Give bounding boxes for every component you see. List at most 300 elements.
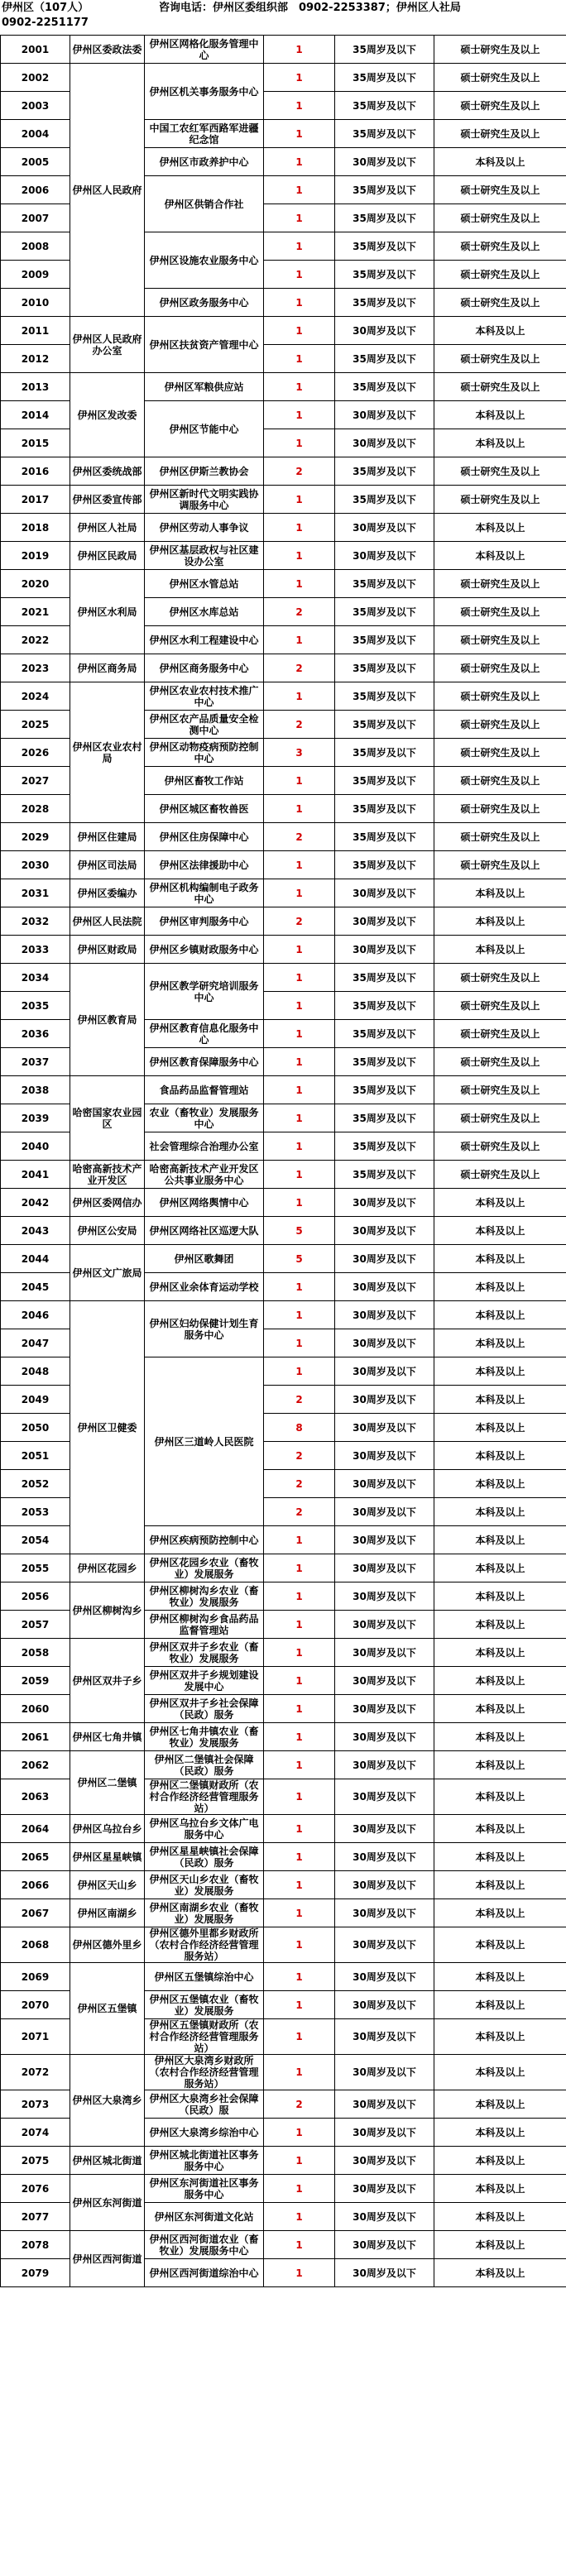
department-cell: 伊州区柳树沟乡 <box>70 1582 145 1639</box>
position-cell: 伊州区业余体育运动学校 <box>145 1273 264 1301</box>
position-code: 2011 <box>1 317 70 345</box>
position-code: 2076 <box>1 2175 70 2203</box>
age-cell: 30周岁及以下 <box>335 1779 434 1815</box>
position-code: 2055 <box>1 1554 70 1582</box>
age-cell: 35周岁及以下 <box>335 626 434 654</box>
position-code: 2056 <box>1 1582 70 1611</box>
education-cell: 本科及以上 <box>434 1245 566 1273</box>
age-cell: 35周岁及以下 <box>335 1076 434 1104</box>
table-row <box>1 879 566 907</box>
position-cell: 伊州区伊斯兰教协会 <box>145 457 264 486</box>
table-row <box>1 1723 566 1751</box>
education-cell: 本科及以上 <box>434 1386 566 1414</box>
table-row <box>1 2147 566 2175</box>
education-cell: 本科及以上 <box>434 2203 566 2231</box>
education-cell: 硕士研究生及以上 <box>434 261 566 289</box>
education-cell: 硕士研究生及以上 <box>434 1048 566 1076</box>
position-code: 2031 <box>1 879 70 907</box>
headcount-cell: 1 <box>264 120 335 148</box>
age-cell: 30周岁及以下 <box>335 2259 434 2287</box>
headcount-cell: 1 <box>264 1723 335 1751</box>
age-cell: 30周岁及以下 <box>335 2147 434 2175</box>
headcount-cell: 2 <box>264 457 335 486</box>
table-row <box>1 1189 566 1217</box>
position-cell: 伊州区住房保障中心 <box>145 823 264 851</box>
position-cell: 伊州区网络舆情中心 <box>145 1189 264 1217</box>
headcount-cell: 1 <box>264 1161 335 1189</box>
education-cell: 本科及以上 <box>434 2090 566 2119</box>
headcount-cell: 1 <box>264 570 335 598</box>
position-cell: 伊州区大泉湾乡综治中心 <box>145 2119 264 2147</box>
age-cell: 35周岁及以下 <box>335 64 434 92</box>
position-cell: 农业（畜牧业）发展服务中心 <box>145 1104 264 1132</box>
position-code: 2018 <box>1 514 70 542</box>
education-cell: 硕士研究生及以上 <box>434 457 566 486</box>
position-code: 2024 <box>1 682 70 711</box>
position-code: 2050 <box>1 1414 70 1442</box>
headcount-cell: 8 <box>264 1414 335 1442</box>
headcount-cell: 1 <box>264 1815 335 1843</box>
education-cell: 本科及以上 <box>434 1843 566 1871</box>
age-cell: 30周岁及以下 <box>335 1245 434 1273</box>
age-cell: 30周岁及以下 <box>335 1357 434 1386</box>
position-cell: 食品药品监督管理站 <box>145 1076 264 1104</box>
position-code: 2019 <box>1 542 70 570</box>
age-cell: 35周岁及以下 <box>335 176 434 204</box>
table-row <box>1 1751 566 1779</box>
department-cell: 伊州区东河街道 <box>70 2175 145 2231</box>
education-cell: 本科及以上 <box>434 1189 566 1217</box>
headcount-cell: 1 <box>264 514 335 542</box>
education-cell: 本科及以上 <box>434 2019 566 2055</box>
position-cell: 伊州区二堡镇社会保障（民政）服务 <box>145 1751 264 1779</box>
education-cell: 硕士研究生及以上 <box>434 626 566 654</box>
position-cell: 伊州区政务服务中心 <box>145 289 264 317</box>
education-cell: 本科及以上 <box>434 1414 566 1442</box>
age-cell: 30周岁及以下 <box>335 429 434 457</box>
position-code: 2001 <box>1 36 70 64</box>
department-cell: 伊州区人民法院 <box>70 907 145 936</box>
education-cell: 硕士研究生及以上 <box>434 823 566 851</box>
headcount-cell: 1 <box>264 1899 335 1927</box>
headcount-cell: 1 <box>264 36 335 64</box>
table-row <box>1 2055 566 2090</box>
headcount-cell: 2 <box>264 711 335 739</box>
position-cell: 伊州区机构编制电子政务中心 <box>145 879 264 907</box>
table-row <box>1 1927 566 1963</box>
education-cell: 本科及以上 <box>434 1611 566 1639</box>
education-cell: 硕士研究生及以上 <box>434 570 566 598</box>
age-cell: 30周岁及以下 <box>335 1301 434 1329</box>
education-cell: 本科及以上 <box>434 1751 566 1779</box>
headcount-cell: 5 <box>264 1245 335 1273</box>
position-code: 2077 <box>1 2203 70 2231</box>
education-cell: 本科及以上 <box>434 1554 566 1582</box>
headcount-cell: 2 <box>264 598 335 626</box>
headcount-cell: 1 <box>264 795 335 823</box>
age-cell: 30周岁及以下 <box>335 1815 434 1843</box>
age-cell: 35周岁及以下 <box>335 1048 434 1076</box>
position-code: 2006 <box>1 176 70 204</box>
age-cell: 30周岁及以下 <box>335 2019 434 2055</box>
education-cell: 硕士研究生及以上 <box>434 654 566 682</box>
position-cell: 伊州区水库总站 <box>145 598 264 626</box>
education-cell: 本科及以上 <box>434 2175 566 2203</box>
age-cell: 30周岁及以下 <box>335 2175 434 2203</box>
position-cell: 伊州区大泉湾乡社会保障（民政）服 <box>145 2090 264 2119</box>
age-cell: 35周岁及以下 <box>335 92 434 120</box>
headcount-cell: 2 <box>264 654 335 682</box>
position-code: 2049 <box>1 1386 70 1414</box>
position-code: 2045 <box>1 1273 70 1301</box>
education-cell: 硕士研究生及以上 <box>434 92 566 120</box>
age-cell: 30周岁及以下 <box>335 1217 434 1245</box>
department-cell: 伊州区商务局 <box>70 654 145 682</box>
department-cell: 伊州区司法局 <box>70 851 145 879</box>
position-code: 2040 <box>1 1132 70 1161</box>
headcount-cell: 1 <box>264 486 335 514</box>
table-row <box>1 317 566 345</box>
table-row <box>1 570 566 598</box>
age-cell: 35周岁及以下 <box>335 1020 434 1048</box>
headcount-cell: 1 <box>264 1843 335 1871</box>
age-cell: 30周岁及以下 <box>335 879 434 907</box>
age-cell: 30周岁及以下 <box>335 542 434 570</box>
headcount-cell: 1 <box>264 992 335 1020</box>
education-cell: 本科及以上 <box>434 1815 566 1843</box>
headcount-cell: 1 <box>264 429 335 457</box>
position-code: 2043 <box>1 1217 70 1245</box>
table-row <box>1 2175 566 2203</box>
position-code: 2017 <box>1 486 70 514</box>
position-code: 2061 <box>1 1723 70 1751</box>
age-cell: 30周岁及以下 <box>335 1963 434 1991</box>
table-row <box>1 1815 566 1843</box>
position-cell: 伊州区教育保障服务中心 <box>145 1048 264 1076</box>
position-cell: 伊州区水利工程建设中心 <box>145 626 264 654</box>
department-cell: 伊州区卫健委 <box>70 1301 145 1554</box>
headcount-cell: 1 <box>264 1871 335 1899</box>
age-cell: 30周岁及以下 <box>335 2231 434 2259</box>
position-cell: 伊州区天山乡农业（畜牧业）发展服务 <box>145 1871 264 1899</box>
education-cell: 本科及以上 <box>434 1899 566 1927</box>
headcount-cell: 1 <box>264 1779 335 1815</box>
headcount-cell: 5 <box>264 1217 335 1245</box>
table-row <box>1 373 566 401</box>
position-cell: 伊州区德外里都乡财政所（农村合作经济经营管理服务站） <box>145 1927 264 1963</box>
department-cell: 伊州区双井子乡 <box>70 1639 145 1723</box>
position-cell: 伊州区军粮供应站 <box>145 373 264 401</box>
headcount-cell: 1 <box>264 176 335 204</box>
position-code: 2047 <box>1 1329 70 1357</box>
table-row <box>1 1899 566 1927</box>
education-cell: 本科及以上 <box>434 1927 566 1963</box>
education-cell: 本科及以上 <box>434 936 566 964</box>
page-header <box>0 0 566 33</box>
department-cell: 伊州区南湖乡 <box>70 1899 145 1927</box>
position-cell: 伊州区城区畜牧兽医 <box>145 795 264 823</box>
age-cell: 35周岁及以下 <box>335 739 434 767</box>
age-cell: 30周岁及以下 <box>335 148 434 176</box>
department-cell: 伊州区城北街道 <box>70 2147 145 2175</box>
headcount-cell: 1 <box>264 2203 335 2231</box>
age-cell: 30周岁及以下 <box>335 1843 434 1871</box>
table-row <box>1 486 566 514</box>
department-cell: 伊州区委统战部 <box>70 457 145 486</box>
headcount-cell: 1 <box>264 317 335 345</box>
education-cell: 硕士研究生及以上 <box>434 120 566 148</box>
table-row <box>1 682 566 711</box>
headcount-cell: 1 <box>264 1189 335 1217</box>
education-cell: 硕士研究生及以上 <box>434 682 566 711</box>
headcount-cell: 1 <box>264 767 335 795</box>
position-cell: 伊州区网络社区巡逻大队 <box>145 1217 264 1245</box>
position-cell: 伊州区疾病预防控制中心 <box>145 1526 264 1554</box>
education-cell: 本科及以上 <box>434 1667 566 1695</box>
education-cell: 硕士研究生及以上 <box>434 64 566 92</box>
education-cell: 本科及以上 <box>434 429 566 457</box>
position-code: 2002 <box>1 64 70 92</box>
education-cell: 本科及以上 <box>434 879 566 907</box>
position-code: 2048 <box>1 1357 70 1386</box>
age-cell: 30周岁及以下 <box>335 2119 434 2147</box>
position-cell: 伊州区东河街道文化站 <box>145 2203 264 2231</box>
education-cell: 本科及以上 <box>434 1723 566 1751</box>
table-row <box>1 1554 566 1582</box>
age-cell: 30周岁及以下 <box>335 1498 434 1526</box>
position-code: 2026 <box>1 739 70 767</box>
table-row <box>1 1843 566 1871</box>
headcount-cell: 1 <box>264 1554 335 1582</box>
headcount-cell: 1 <box>264 1582 335 1611</box>
age-cell: 30周岁及以下 <box>335 2203 434 2231</box>
position-code: 2063 <box>1 1779 70 1815</box>
education-cell: 硕士研究生及以上 <box>434 1076 566 1104</box>
education-cell: 本科及以上 <box>434 1301 566 1329</box>
age-cell: 30周岁及以下 <box>335 1695 434 1723</box>
position-cell: 伊州区设施农业服务中心 <box>145 232 264 289</box>
position-cell: 伊州区供销合作社 <box>145 176 264 232</box>
department-cell: 伊州区人社局 <box>70 514 145 542</box>
contact-line: 咨询电话：伊州区委组织部 0902-2253387；伊州区人社局 <box>159 2 461 14</box>
education-cell: 硕士研究生及以上 <box>434 795 566 823</box>
department-cell: 伊州区文广旅局 <box>70 1245 145 1301</box>
age-cell: 35周岁及以下 <box>335 851 434 879</box>
position-cell: 伊州区花园乡农业（畜牧业）发展服务 <box>145 1554 264 1582</box>
department-cell: 伊州区委政法委 <box>70 36 145 64</box>
age-cell: 35周岁及以下 <box>335 795 434 823</box>
position-code: 2029 <box>1 823 70 851</box>
headcount-cell: 1 <box>264 148 335 176</box>
education-cell: 本科及以上 <box>434 1871 566 1899</box>
department-cell: 伊州区乌拉台乡 <box>70 1815 145 1843</box>
headcount-cell: 1 <box>264 542 335 570</box>
age-cell: 30周岁及以下 <box>335 1554 434 1582</box>
age-cell: 30周岁及以下 <box>335 401 434 429</box>
education-cell: 本科及以上 <box>434 2055 566 2090</box>
position-code: 2057 <box>1 1611 70 1639</box>
headcount-cell: 1 <box>264 1301 335 1329</box>
education-cell: 硕士研究生及以上 <box>434 204 566 232</box>
position-code: 2030 <box>1 851 70 879</box>
headcount-cell: 1 <box>264 1695 335 1723</box>
education-cell: 本科及以上 <box>434 1582 566 1611</box>
education-cell: 硕士研究生及以上 <box>434 373 566 401</box>
position-cell: 伊州区劳动人事争议 <box>145 514 264 542</box>
age-cell: 35周岁及以下 <box>335 823 434 851</box>
table-row <box>1 1161 566 1189</box>
position-cell: 伊州区市政养护中心 <box>145 148 264 176</box>
department-cell: 伊州区五堡镇 <box>70 1963 145 2055</box>
position-cell: 伊州区西河街道农业（畜牧业）发展服务中心 <box>145 2231 264 2259</box>
position-cell: 伊州区五堡镇财政所（农村合作经济经营管理服务站） <box>145 2019 264 2055</box>
department-cell: 哈密国家农业园区 <box>70 1076 145 1161</box>
education-cell: 本科及以上 <box>434 514 566 542</box>
age-cell: 35周岁及以下 <box>335 570 434 598</box>
position-code: 2058 <box>1 1639 70 1667</box>
position-cell: 伊州区三道岭人民医院 <box>145 1357 264 1526</box>
headcount-cell: 1 <box>264 1639 335 1667</box>
education-cell: 硕士研究生及以上 <box>434 36 566 64</box>
position-cell: 伊州区农业农村技术推广中心 <box>145 682 264 711</box>
headcount-cell: 1 <box>264 2175 335 2203</box>
position-cell: 伊州区星星峡镇社会保障（民政）服务 <box>145 1843 264 1871</box>
age-cell: 35周岁及以下 <box>335 232 434 261</box>
position-code: 2034 <box>1 964 70 992</box>
age-cell: 30周岁及以下 <box>335 936 434 964</box>
education-cell: 本科及以上 <box>434 1470 566 1498</box>
age-cell: 30周岁及以下 <box>335 1582 434 1611</box>
headcount-cell: 1 <box>264 2119 335 2147</box>
position-code: 2053 <box>1 1498 70 1526</box>
position-code: 2015 <box>1 429 70 457</box>
headcount-cell: 1 <box>264 1927 335 1963</box>
department-cell: 伊州区西河街道 <box>70 2231 145 2287</box>
position-code: 2044 <box>1 1245 70 1273</box>
position-cell: 伊州区基层政权与社区建设办公室 <box>145 542 264 570</box>
headcount-cell: 1 <box>264 92 335 120</box>
position-code: 2028 <box>1 795 70 823</box>
age-cell: 30周岁及以下 <box>335 1639 434 1667</box>
position-cell: 伊州区乌拉台乡文体广电服务中心 <box>145 1815 264 1843</box>
position-cell: 伊州区西河街道综治中心 <box>145 2259 264 2287</box>
education-cell: 硕士研究生及以上 <box>434 345 566 373</box>
position-code: 2064 <box>1 1815 70 1843</box>
position-code: 2008 <box>1 232 70 261</box>
department-cell: 伊州区大泉湾乡 <box>70 2055 145 2147</box>
position-code: 2022 <box>1 626 70 654</box>
position-cell: 伊州区网格化服务管理中心 <box>145 36 264 64</box>
recruitment-table <box>0 35 566 2287</box>
headcount-cell: 1 <box>264 373 335 401</box>
department-cell: 伊州区花园乡 <box>70 1554 145 1582</box>
position-cell: 伊州区五堡镇综治中心 <box>145 1963 264 1991</box>
department-cell: 伊州区人民政府办公室 <box>70 317 145 373</box>
headcount-cell: 1 <box>264 1020 335 1048</box>
table-row <box>1 964 566 992</box>
education-cell: 本科及以上 <box>434 401 566 429</box>
position-code: 2038 <box>1 1076 70 1104</box>
headcount-cell: 1 <box>264 204 335 232</box>
table-row <box>1 2231 566 2259</box>
headcount-cell: 1 <box>264 1667 335 1695</box>
headcount-cell: 1 <box>264 1991 335 2019</box>
position-code: 2067 <box>1 1899 70 1927</box>
position-cell: 伊州区法律援助中心 <box>145 851 264 879</box>
position-cell: 伊州区农产品质量安全检测中心 <box>145 711 264 739</box>
position-code: 2042 <box>1 1189 70 1217</box>
age-cell: 35周岁及以下 <box>335 964 434 992</box>
table-row <box>1 851 566 879</box>
table-row <box>1 1871 566 1899</box>
page-title: 伊州区（107人） <box>2 2 89 14</box>
table-row <box>1 542 566 570</box>
age-cell: 35周岁及以下 <box>335 204 434 232</box>
age-cell: 35周岁及以下 <box>335 120 434 148</box>
position-code: 2068 <box>1 1927 70 1963</box>
education-cell: 本科及以上 <box>434 2231 566 2259</box>
position-cell: 伊州区歌舞团 <box>145 1245 264 1273</box>
education-cell: 硕士研究生及以上 <box>434 1132 566 1161</box>
headcount-cell: 2 <box>264 823 335 851</box>
position-code: 2033 <box>1 936 70 964</box>
age-cell: 30周岁及以下 <box>335 514 434 542</box>
table-row <box>1 654 566 682</box>
education-cell: 硕士研究生及以上 <box>434 232 566 261</box>
headcount-cell: 1 <box>264 1076 335 1104</box>
headcount-cell: 1 <box>264 851 335 879</box>
headcount-cell: 2 <box>264 1498 335 1526</box>
age-cell: 35周岁及以下 <box>335 36 434 64</box>
department-cell: 伊州区七角井镇 <box>70 1723 145 1751</box>
position-cell: 伊州区七角井镇农业（畜牧业）发展服务 <box>145 1723 264 1751</box>
headcount-cell: 2 <box>264 907 335 936</box>
table-row <box>1 1639 566 1667</box>
table-row <box>1 64 566 92</box>
age-cell: 35周岁及以下 <box>335 1132 434 1161</box>
age-cell: 30周岁及以下 <box>335 1871 434 1899</box>
headcount-cell: 2 <box>264 1442 335 1470</box>
education-cell: 本科及以上 <box>434 317 566 345</box>
table-row <box>1 514 566 542</box>
position-code: 2071 <box>1 2019 70 2055</box>
contact-line-2: 0902-2251177 <box>2 17 89 29</box>
department-cell: 伊州区住建局 <box>70 823 145 851</box>
age-cell: 30周岁及以下 <box>335 1611 434 1639</box>
education-cell: 硕士研究生及以上 <box>434 289 566 317</box>
age-cell: 30周岁及以下 <box>335 1526 434 1554</box>
education-cell: 本科及以上 <box>434 1498 566 1526</box>
headcount-cell: 1 <box>264 401 335 429</box>
age-cell: 35周岁及以下 <box>335 598 434 626</box>
education-cell: 本科及以上 <box>434 1526 566 1554</box>
position-code: 2013 <box>1 373 70 401</box>
age-cell: 30周岁及以下 <box>335 1442 434 1470</box>
position-cell: 伊州区乡镇财政服务中心 <box>145 936 264 964</box>
position-cell: 伊州区动物疫病预防控制中心 <box>145 739 264 767</box>
education-cell: 硕士研究生及以上 <box>434 598 566 626</box>
age-cell: 35周岁及以下 <box>335 992 434 1020</box>
headcount-cell: 1 <box>264 682 335 711</box>
education-cell: 硕士研究生及以上 <box>434 964 566 992</box>
education-cell: 本科及以上 <box>434 1991 566 2019</box>
age-cell: 35周岁及以下 <box>335 654 434 682</box>
position-cell: 伊州区审判服务中心 <box>145 907 264 936</box>
age-cell: 35周岁及以下 <box>335 457 434 486</box>
education-cell: 硕士研究生及以上 <box>434 739 566 767</box>
table-row <box>1 1301 566 1329</box>
position-cell: 中国工农红军西路军进疆纪念馆 <box>145 120 264 148</box>
